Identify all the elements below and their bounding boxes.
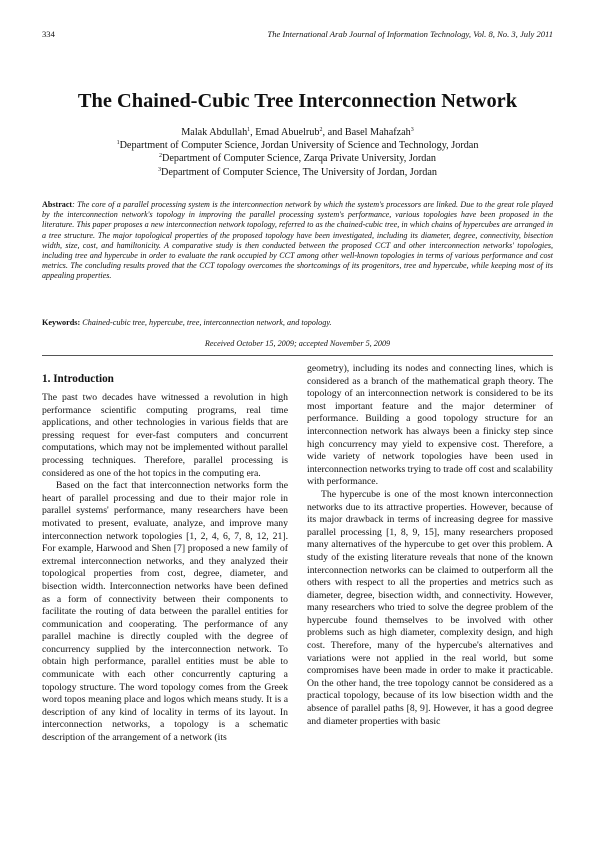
affiliation — [0, 152, 595, 165]
journal-citation: The International Arab Journal of Information Technology, Vol. 8, No. 3, July 2011 — [267, 29, 553, 39]
section-heading: 1. Introduction — [42, 373, 114, 385]
author-affiliation-mark: 1 — [247, 127, 251, 133]
keywords — [42, 317, 553, 328]
affiliation-text: Department of Computer Science, The University of Jordan, Jordan — [161, 166, 437, 178]
keywords-text: Chained-cubic tree, hypercube, tree, interconnection network, and topology. — [80, 318, 332, 327]
affiliation-text: Department of Computer Science, Jordan University of Science and Technology, Jordan — [119, 140, 479, 152]
author-name: Emad Abuelrub — [255, 127, 320, 138]
author-name: Basel Mahafzah — [344, 127, 411, 138]
author-separator: , and — [322, 127, 345, 138]
affiliation — [0, 166, 595, 179]
affiliation-mark: 1 — [116, 140, 120, 147]
left-column — [42, 372, 288, 745]
abstract-text: : The core of a parallel processing system is the interconnection network by which the system's processors are linked. Due to the great role played by the interconnection network's topology in improving the parallel processing system's performance, various topologies have been proposed in the literature. This paper proposes a new interconnection network topology, referred to as the chained-cubic tree, in which chains of hypercubes are arranged in a tree structure. The major topological properties of the proposed topology have been investigated, including its diameter, degree, connectivity, bisection width, size, cost, and hamiltonicity. A comparative study is then conducted between the proposed CCT and other interconnection networks' topologies, including tree and hypercube in order to evaluate the rank occupied by CCT among other well-known topologies in terms of various performance and cost metrics. The concluding results proved that the CCT topology overcomes the shortcomings of its progenitors, tree and hypercube, while keeping most of its appealing properties. — [42, 200, 553, 281]
body-paragraph: The past two decades have witnessed a revolution in high performance scientific computing programs, real time applications, and other technologies in various fields that are pressing request for ever-fast computers and concurrent computations, which may not be implemented without parallel processing techniques. Therefore, parallel processing is considered as one of the hot topics in the computing era. — [42, 392, 288, 479]
author-affiliation-mark: 3 — [410, 127, 414, 133]
keywords-label: Keywords: — [42, 318, 81, 327]
affiliation-text: Department of Computer Science, Zarqa Private University, Jordan — [161, 153, 437, 165]
affiliation-mark: 3 — [158, 166, 162, 173]
page-number: 334 — [42, 29, 55, 39]
paper-title: The Chained-Cubic Tree Interconnection Network — [77, 90, 518, 112]
author-separator: , — [250, 127, 256, 138]
body-paragraph: The hypercube is one of the most known interconnection networks due to its attractive properties. However, because of its major drawback in terms of increasing degree for massive parallel processing [1, 8, 9, 15], many researchers proposed many alternatives of the hypercube to get over this problem. A study of the existing literature reveals that none of the known interconnection networks can be claimed to outperform all the others with respect to all the properties and metrics such as diameter, degree, bisection width, and connectivity. However, many researchers who tried to solve the degree problem of the hypercube found themselves to be involved with other problems such as high diameter, complexity design, and high cost. Therefore, many of the hypercube's alternatives and variations were not applied in the real world, but some compromises have been made in order to make it practicable. On the other hand, the tree topology cannot be considered as a practical topology, because of its low bisection width and the absence of parallel paths [8, 9]. However, it has a good degree and diameter properties with basic — [307, 488, 553, 727]
author-affiliation-mark: 2 — [319, 127, 323, 133]
abstract — [42, 200, 553, 282]
affiliation-mark: 2 — [158, 153, 162, 160]
author-block — [0, 126, 595, 179]
body-paragraph: Based on the fact that interconnection networks form the heart of parallel processing and due to their major role in parallel systems' performance, many researchers have been motivated to present, evaluate, analyze, and improve many interconnection network topologies [1, 2, 4, 6, 7, 8, 12, 21]. For example, Harwood and Shen [7] proposed a new family of extremal interconnection networks, and they analyzed their topological properties from cost, degree, diameter, and bisection width. Interconnection networks have been defined as a form of connectivity between their components to facilitate the routing of data between the parallel entities for communication and cooperating. The performance of any parallel machine is directly coupled with the degree of concurrency supplied by the interconnection network. To obtain high performance, parallel entities must be able to communicate with each other concurrently capturing a topology structure. The word topology comes from the Greek word topos meaning place and logos which means study. It is a description of any kind of locality in terms of its layout. In interconnection networks, a topology is a schematic description of the arrangement of a network (its — [42, 480, 288, 744]
right-column — [307, 363, 553, 728]
section-divider — [42, 355, 553, 356]
body-paragraph: geometry), including its nodes and connecting lines, which is considered as a branch of the mathematical graph theory. The topology of an interconnection network is considered to be its most important feature and the major determiner of performance. Building a good topology structure for an interconnection network has always been a finicky step since high concurrency may yield to expensive cost. Therefore, a wide variety of network topologies have been used in interconnection networks trying to trade off cost and scalability with performance. — [307, 363, 553, 488]
author-name: Malak Abdullah — [181, 127, 248, 138]
affiliation — [0, 139, 595, 152]
received-date: Received October 15, 2009; accepted November 5, 2009 — [204, 339, 391, 348]
abstract-label: Abstract — [42, 200, 73, 209]
running-header — [42, 28, 553, 40]
author-names — [0, 126, 595, 139]
